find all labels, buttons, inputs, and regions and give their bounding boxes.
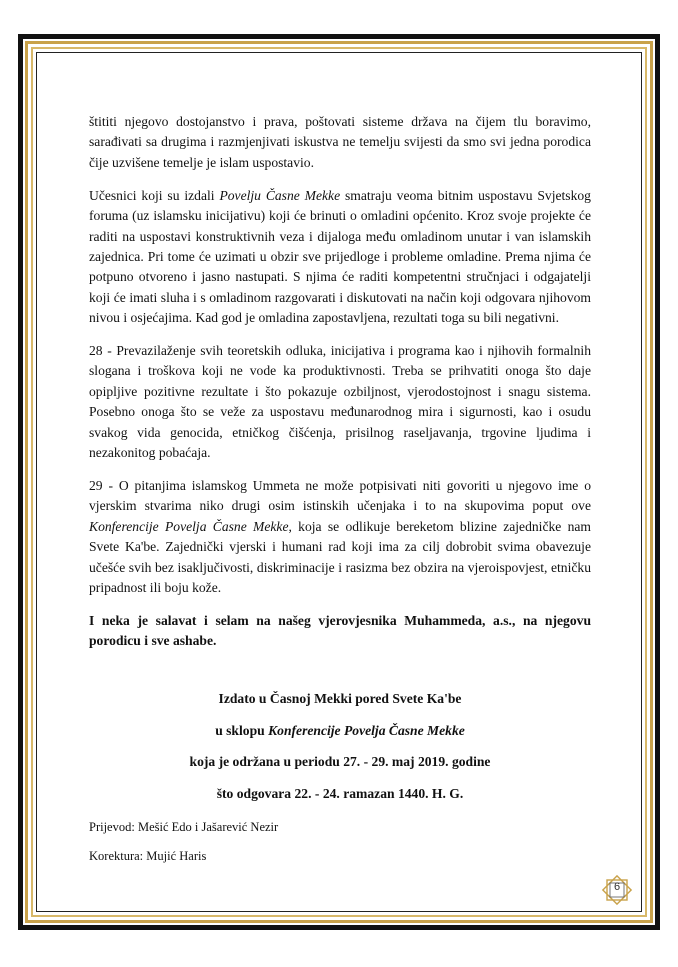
paragraph-1 [89, 112, 591, 173]
paragraph-28-text: 28 - Prevazilaženje svih teoretskih odluka, inicijativa i programa kao i njihovih formalnih slogana i troškova koji ne vode ka produktivnosti. Treba se prihvatiti onoga što daje opipljive pozitivne rezultate i što pokazuje ozbiljnost, vjerodostojnost i snagu sistema. Posebno onoga što se veže za uspostavu međunarodnog mira i sigurnosti, kao i osudu svakog vida genocida, etničkog čišćenja, prisilnog raseljavanja, trgovine ljudima i nezakonitog pobaćaja. [89, 343, 591, 461]
paragraph-1-text: štititi njegovo dostojanstvo i prava, poštovati sisteme država na čijem tlu boravimo, sarađivati sa drugima i razmjenjivati iskustva ne temelju svijesti da smo svi jedna porodica čije uzvišene temelje je islam uspostavio. [89, 114, 591, 170]
credits [89, 818, 278, 876]
paragraph-29-text-a: 29 - O pitanjima islamskog Ummeta ne može potpisivati niti govoriti u njegovo ime o vjerskim stvarima niko drugi osim istinskih učenjaka i to na skupovima poput ove [89, 478, 591, 514]
paragraph-29 [89, 476, 591, 598]
issued-line-1: Izdato u Časnoj Mekki pored Svete Ka'be [218, 690, 462, 706]
paragraph-2 [89, 186, 591, 329]
issued-line-2 [89, 721, 591, 741]
closing-blessing: I neka je salavat i selam na našeg vjerovjesnika Muhammeda, a.s., na njegovu porodicu i sve ashabe. [89, 612, 591, 649]
issued-line-2-italic: Konferencije Povelja Časne Mekke [268, 722, 465, 738]
issued-line-3: koja je održana u periodu 27. - 29. maj 2019. godine [189, 754, 491, 770]
page-number-badge [600, 873, 634, 907]
issued-line-2-prefix: u sklopu [215, 722, 269, 738]
page-number: 6 [613, 881, 621, 893]
paragraph-29-italic-title: Konferencije Povelja Časne Mekke [89, 518, 289, 534]
issued-line-4: što odgovara 22. - 24. ramazan 1440. H. G. [216, 786, 464, 802]
paragraph-2-text-b: smatraju veoma bitnim uspostavu Svjetskog foruma (uz islamsku inicijativu) koji će brinuti o omladini općenito. Kroz svoje projekte će raditi na uspostavi konstruktivnih veza i dijaloga među omladinom unutar i van islamskih zajednica. Pri tome će uzimati u obzir sve prijedloge i probleme omladine. Prema njima će potpuno otvoreno i jasno nastupati. S njima će raditi kompetentni stručnjaci i odgajatelji koji će imati sluha i s omladinom razgovarati i diskutovati na način koji odgovara njihovom nivou i osjećajima. Kad god je omladina zapostavljena, rezultati toga su bili negativni. [89, 187, 591, 326]
translation-credit: Prijevod: Mešić Edo i Jašarević Nezir [89, 820, 279, 834]
page-content [89, 112, 591, 816]
paragraph-28 [89, 341, 591, 463]
paragraph-2-text-a: Učesnici koji su izdali [89, 187, 220, 203]
paragraph-29-text-b: , koja se odlikuje bereketom blizine zajedničke nam Svete Ka'be. Zajednički vjerski i humani rad koji ima za cilj dobrobit svima obavezuje učešće svih bez isaključivosti, diskriminacije i rasizma bez obzira na vjeroispovjest, etničku pripadnost ili boju kože. [89, 518, 591, 596]
proofreading-credit: Korektura: Mujić Haris [89, 849, 207, 863]
issued-block [89, 689, 591, 804]
paragraph-2-italic-title: Povelju Časne Mekke [219, 187, 341, 203]
